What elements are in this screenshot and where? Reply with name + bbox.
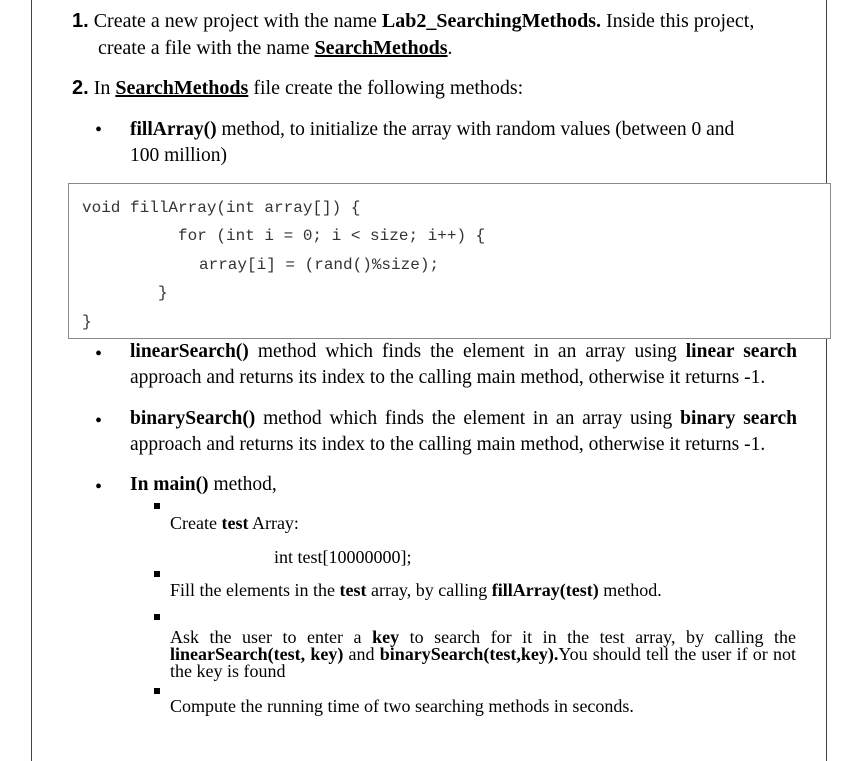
step-1-line-1: 1. Create a new project with the name Lab2_SearchingMethods. Inside this project, — [72, 10, 755, 32]
code-line-1: void fillArray(int array[]) { — [82, 199, 361, 217]
step-1-line-2: create a file with the name SearchMethods. — [98, 37, 453, 59]
bullet-main: • — [95, 476, 103, 498]
ask-user-key: Ask the user to enter a key to search for it in the test array, by calling the linearSearch(test, key) and binarySearch(test,key).You should tell the user if or not the key is found — [170, 627, 796, 681]
linear-search-method: linearSearch() — [130, 341, 249, 362]
step-2-number: 2. — [72, 77, 89, 99]
square-bullet-fill — [154, 571, 160, 577]
binary-search-method: binarySearch() — [130, 408, 256, 429]
code-line-2: for (int i = 0; i < size; i++) { — [178, 227, 486, 245]
code-line-3: array[i] = (rand()%size); — [199, 256, 440, 274]
main-method-description: In main() method, — [130, 474, 277, 495]
bullet-linear: • — [95, 343, 103, 365]
code-line-5: } — [82, 313, 92, 331]
compute-running-time: Compute the running time of two searching methods in seconds. — [170, 696, 634, 716]
square-bullet-compute — [154, 688, 160, 694]
square-bullet-create — [154, 503, 160, 509]
fill-array-method: fillArray() — [130, 119, 217, 140]
page-right-border — [826, 0, 827, 761]
file-name: SearchMethods — [314, 37, 448, 59]
fill-array-description: fillArray() method, to initialize the array with random values (between 0 and 100 million) — [130, 119, 735, 166]
binary-search-description: binarySearch() method which finds the element in an array using binary search approach and returns its index to the calling main method, otherwise it returns -1. — [130, 408, 797, 455]
linear-search-description: linearSearch() method which finds the element in an array using linear search approach and returns its index to the calling main method, otherwise it returns -1. — [130, 341, 797, 388]
code-line-4: } — [158, 284, 168, 302]
step-2-line: 2. In SearchMethods file create the following methods: — [72, 77, 524, 99]
square-bullet-ask — [154, 614, 160, 620]
fill-test-array: Fill the elements in the test array, by calling fillArray(test) method. — [170, 580, 662, 600]
bullet-fill: • — [95, 119, 103, 141]
file-name-ref: SearchMethods — [115, 77, 249, 99]
bullet-binary: • — [95, 410, 103, 432]
page-left-border — [31, 0, 32, 761]
project-name: Lab2_SearchingMethods. — [381, 10, 602, 32]
step-1-number: 1. — [72, 10, 89, 32]
main-method-label: In main() — [130, 474, 209, 495]
create-test-array: Create test Array: — [170, 513, 299, 533]
test-array-declaration: int test[10000000]; — [274, 547, 412, 567]
